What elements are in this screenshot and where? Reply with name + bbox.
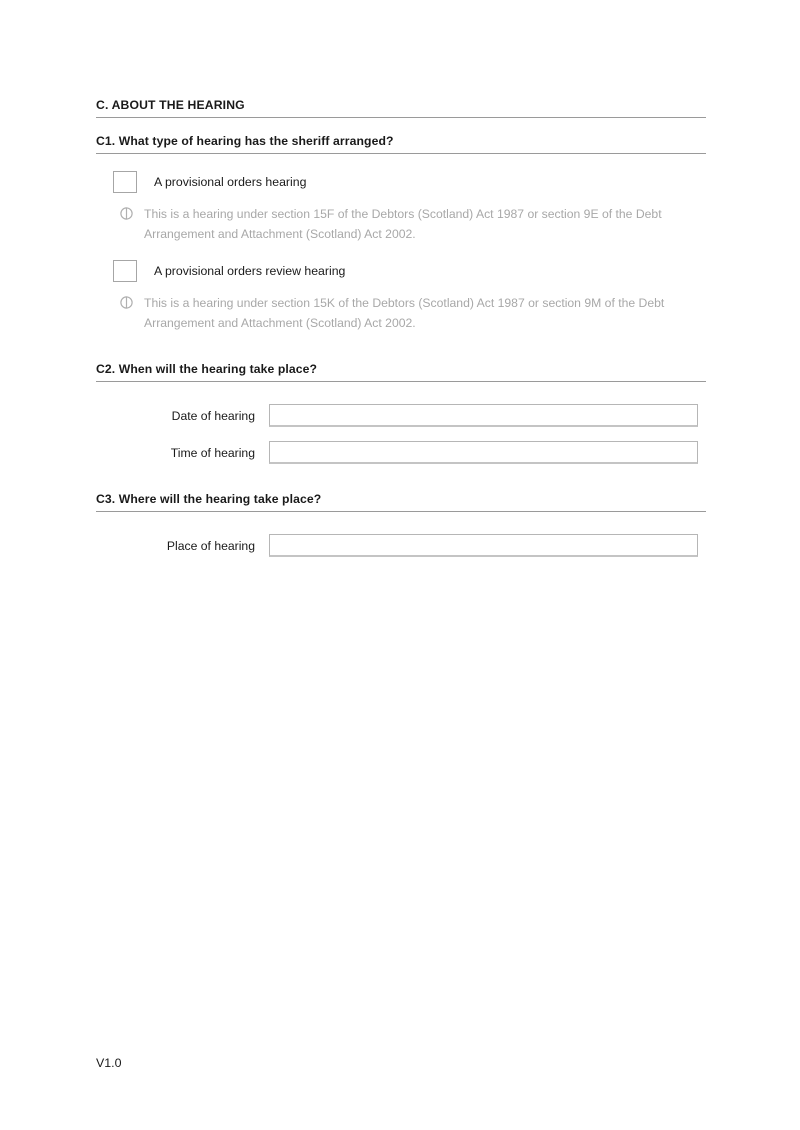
checkbox-row-provisional-orders-hearing[interactable] bbox=[113, 171, 706, 193]
hint-text-provisional-orders-review-hearing: This is a hearing under section 15K of the Debtors (Scotland) Act 1987 or section 9M of the Debt Arrangement and Attachment (Scotland) Act 2002. bbox=[144, 296, 665, 330]
spacer bbox=[96, 512, 706, 520]
field-row-place-of-hearing bbox=[96, 534, 706, 557]
field-row-date-of-hearing bbox=[96, 404, 706, 427]
date-of-hearing-input[interactable] bbox=[269, 404, 698, 427]
field-label-date-of-hearing: Date of hearing bbox=[171, 408, 255, 423]
hint-text-provisional-orders-hearing: This is a hearing under section 15F of the Debtors (Scotland) Act 1987 or section 9E of the Debt Arrangement and Attachment (Scotland) Act 2002. bbox=[144, 207, 662, 241]
checkbox-provisional-orders-review-hearing[interactable] bbox=[113, 260, 137, 282]
checkbox-label-provisional-orders-hearing: A provisional orders hearing bbox=[154, 175, 307, 189]
question-heading-c3: C3. Where will the hearing take place? bbox=[96, 492, 706, 512]
place-of-hearing-input[interactable] bbox=[269, 534, 698, 557]
info-circle-icon bbox=[120, 296, 133, 309]
footer-version: V1.0 bbox=[96, 1056, 122, 1070]
spacer bbox=[96, 118, 706, 134]
section-heading-c: C. ABOUT THE HEARING bbox=[96, 98, 706, 118]
question-heading-c2: C2. When will the hearing take place? bbox=[96, 362, 706, 382]
field-row-time-of-hearing bbox=[96, 441, 706, 464]
spacer bbox=[96, 154, 706, 171]
spacer bbox=[96, 333, 706, 362]
time-of-hearing-input[interactable] bbox=[269, 441, 698, 464]
field-label-time-of-hearing: Time of hearing bbox=[170, 445, 255, 460]
checkbox-row-provisional-orders-review-hearing[interactable] bbox=[113, 260, 706, 282]
checkbox-label-provisional-orders-review-hearing: A provisional orders review hearing bbox=[154, 264, 346, 278]
info-circle-icon bbox=[120, 207, 133, 220]
checkbox-provisional-orders-hearing[interactable] bbox=[113, 171, 137, 193]
hint-row-provisional-orders-review-hearing bbox=[120, 293, 706, 333]
question-heading-c1: C1. What type of hearing has the sheriff arranged? bbox=[96, 134, 706, 154]
document-content bbox=[96, 98, 706, 557]
field-label-place-of-hearing: Place of hearing bbox=[166, 538, 255, 553]
spacer bbox=[96, 464, 706, 492]
hint-row-provisional-orders-hearing bbox=[120, 204, 706, 244]
spacer bbox=[96, 244, 706, 260]
spacer bbox=[96, 382, 706, 390]
